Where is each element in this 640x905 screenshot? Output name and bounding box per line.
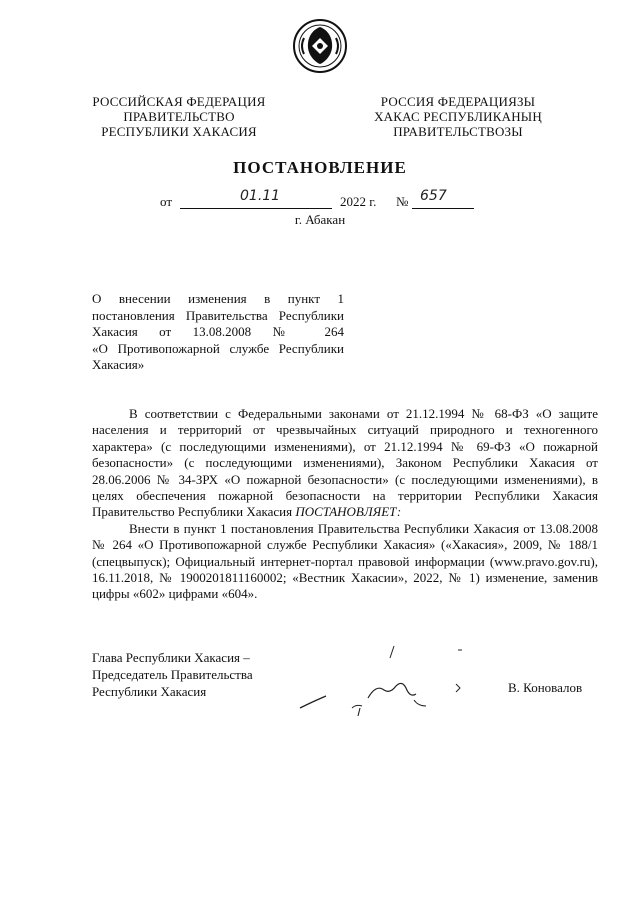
header-right-line: РОССИЯ ФЕДЕРАЦИЯЗЫ bbox=[380, 94, 536, 109]
subject-line: «О Противопожарной службе Республики bbox=[92, 340, 344, 356]
subject-line: постановления Правительства Республики bbox=[92, 307, 344, 323]
signatory-position-line: Глава Республики Хакасия – bbox=[92, 650, 250, 665]
header-right-line: ХАКАС РЕСПУБЛИКАНЫҢ bbox=[374, 109, 542, 124]
subject-line: О внесении изменения в пункт 1 bbox=[92, 291, 344, 306]
number-handwritten: 657 bbox=[420, 188, 447, 204]
coat-of-arms-emblem-icon bbox=[292, 18, 348, 74]
header-right bbox=[360, 94, 556, 139]
header-left-line: ПРАВИТЕЛЬСТВО bbox=[123, 109, 235, 124]
city: г. Абакан bbox=[294, 212, 346, 227]
subject-line: Хакасия» bbox=[92, 357, 145, 372]
signatory-position-line: Республики Хакасия bbox=[92, 684, 207, 699]
date-prefix: от bbox=[160, 194, 173, 209]
number-sign: № bbox=[396, 194, 409, 209]
header-left-line: РЕСПУБЛИКИ ХАКАСИЯ bbox=[101, 124, 257, 139]
header-left bbox=[82, 94, 276, 139]
header-right-line: ПРАВИТЕЛЬСТВОЗЫ bbox=[393, 124, 523, 139]
date-handwritten: 01.11 bbox=[240, 188, 281, 204]
handwritten-signature-icon bbox=[298, 636, 478, 726]
document-title: ПОСТАНОВЛЕНИЕ bbox=[233, 158, 407, 177]
header-left-line: РОССИЙСКАЯ ФЕДЕРАЦИЯ bbox=[92, 94, 266, 109]
body-paragraph: Внести в пункт 1 постановления Правительства Республики Хакасия от 13.08.2008 № 264 «О Противопожарной службе Республики Хакасия» («Хакасия», 2009, № 188/1 (спецвыпуск); Официальный интернет-портал правовой информации (www.pravo.gov.ru), 16.11.2018, № 1900201811160002; «Вестник Хакасии», 2022, № 1) изменение, заменив цифры «602» цифрами «604». bbox=[92, 520, 598, 602]
body-paragraph-text: В соответствии с Федеральными законами от 21.12.1994 № 68-ФЗ «О защите населения и территорий от чрезвычайных ситуаций природного и техногенного характера» (с последующими изменениями), от 21.12.1994 № 69-ФЗ «О пожарной безопасности» (с последующими изменениями), Законом Республики Хакасия от 28.06.2006 № 34-ЗРХ «О пожарной безопасности» (с последующими изменениями), в целях обеспечения пожарной безопасности на территории Республики Хакасия Правительство Республики Хакасия bbox=[92, 406, 598, 520]
signatory-position bbox=[92, 649, 322, 700]
subject-line: Хакасия от 13.08.2008 № 264 bbox=[92, 324, 344, 339]
document-subject bbox=[92, 291, 344, 374]
signatory-position-line: Председатель Правительства bbox=[92, 667, 253, 682]
date-year: 2022 г. bbox=[340, 194, 377, 209]
resolution-keyword: ПОСТАНОВЛЯЕТ: bbox=[295, 504, 402, 520]
body-paragraph bbox=[92, 406, 598, 521]
document-body bbox=[92, 406, 598, 603]
signatory-name: В. Коновалов bbox=[508, 680, 583, 695]
